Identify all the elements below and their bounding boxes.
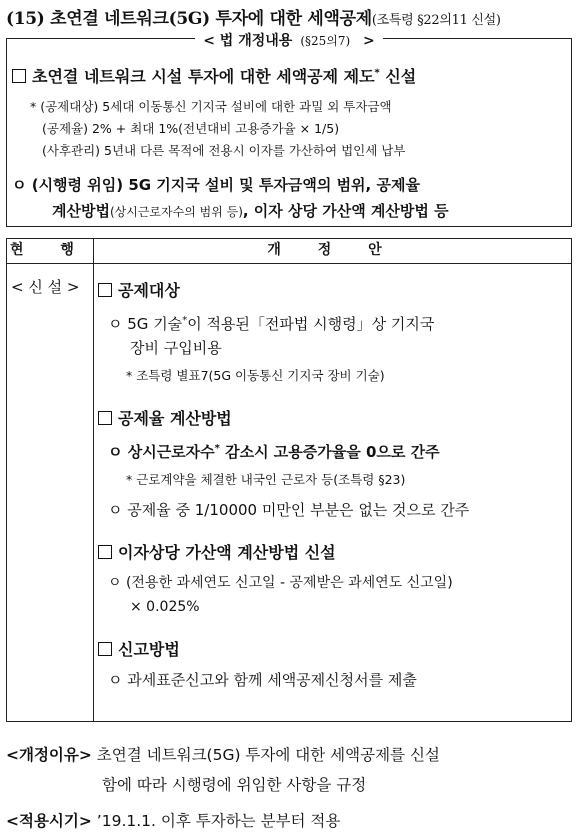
bullet-rest: 이 적용된「전파법 시행령」상 기지국 bbox=[187, 315, 435, 333]
section-heading bbox=[98, 637, 571, 660]
comparison-table bbox=[6, 238, 572, 722]
summary-item1 bbox=[12, 64, 416, 87]
section-heading bbox=[98, 406, 571, 429]
section-heading-text: 신고방법 bbox=[118, 640, 180, 659]
page-title bbox=[6, 4, 501, 29]
summary-item2-line2: 계산방법 bbox=[52, 202, 110, 220]
header-revised: 개 정 안 bbox=[94, 239, 572, 264]
bullet bbox=[108, 437, 571, 464]
checkbox-icon bbox=[98, 642, 112, 656]
title-ref: (조특령 §22의11 신설) bbox=[371, 13, 501, 28]
bullet bbox=[108, 309, 571, 360]
title-main: (15) 초연결 네트워크(5G) 투자에 대한 세액공제 bbox=[6, 9, 372, 29]
bullet-rest: 감소시 고용증가율을 0으로 간주 bbox=[219, 443, 440, 461]
bullet-cont: × 0.025% bbox=[130, 599, 200, 615]
summary-item2-end: , 이자 상당 가산액 계산방법 등 bbox=[242, 202, 449, 220]
effective-label: <적용시기> bbox=[6, 812, 92, 830]
section-heading-text: 이자상당 가산액 계산방법 신설 bbox=[118, 543, 336, 562]
bullet bbox=[108, 571, 571, 619]
summary-note: (공제율) 2% + 최대 1%(전년대비 고용증가율 × 1/5) bbox=[42, 121, 340, 136]
effective-text: ’19.1.1. 이후 투자하는 분부터 적용 bbox=[91, 812, 341, 830]
revised-cell bbox=[94, 264, 572, 722]
summary-item1-end: 신설 bbox=[379, 67, 417, 86]
note: * 조특령 별표7(5G 이동통신 기지국 장비 기술) bbox=[126, 368, 385, 383]
bullet-cont: 장비 구입비용 bbox=[130, 339, 222, 357]
section-heading bbox=[98, 540, 571, 563]
checkbox-icon bbox=[98, 411, 112, 425]
reason-label: <개정이유> bbox=[6, 746, 92, 764]
reason-line2: 함에 따라 시행령에 위임한 사항을 규정 bbox=[102, 776, 367, 794]
summary-header-end: > bbox=[354, 33, 379, 49]
header-current: 현 행 bbox=[7, 239, 94, 264]
summary-header-label: < 법 개정내용 bbox=[199, 33, 296, 49]
bullet: ㅇ 과세표준신고와 함께 세액공제신청서를 제출 bbox=[108, 671, 417, 689]
summary-item2-line1: ㅇ (시행령 위임) 5G 기지국 설비 및 투자금액의 범위, 공제율 bbox=[12, 176, 420, 194]
bullet-text: ㅇ (전용한 과세연도 신고일 - 공제받은 과세연도 신고일) bbox=[108, 575, 453, 591]
summary-note: (사후관리) 5년내 다른 목적에 전용시 이자를 가산하여 법인세 납부 bbox=[42, 143, 406, 158]
footnote-mark: * bbox=[374, 67, 380, 79]
checkbox-icon bbox=[12, 69, 26, 83]
current-cell bbox=[7, 264, 94, 722]
summary-header bbox=[6, 30, 572, 50]
checkbox-icon bbox=[98, 545, 112, 559]
summary-item1-text: 초연결 네트워크 시설 투자에 대한 세액공제 제도 bbox=[32, 67, 375, 86]
footnote-mark: * bbox=[182, 315, 188, 326]
summary-item2 bbox=[12, 172, 449, 225]
footnote-mark: * bbox=[214, 443, 220, 454]
section-heading bbox=[98, 278, 571, 301]
summary-notes bbox=[30, 96, 405, 162]
reason-line1: 초연결 네트워크(5G) 투자에 대한 세액공제를 신설 bbox=[91, 746, 440, 764]
bullet: ㅇ 공제율 중 1/10000 미만인 부분은 없는 것으로 간주 bbox=[108, 501, 470, 519]
bullet-text: ㅇ 5G 기술 bbox=[108, 315, 183, 333]
section-heading-text: 공제율 계산방법 bbox=[118, 409, 232, 428]
summary-item2-small: (상시근로자수의 범위 등) bbox=[109, 205, 243, 219]
checkbox-icon bbox=[98, 283, 112, 297]
note: * 근로계약을 체결한 내국인 근로자 등(조특령 §23) bbox=[126, 472, 406, 487]
reason-block bbox=[6, 740, 440, 836]
current-tag: < 신 설 > bbox=[11, 278, 80, 296]
section-heading-text: 공제대상 bbox=[118, 281, 180, 300]
summary-header-ref: (§25의7) bbox=[296, 34, 354, 48]
summary-note: * (공제대상) 5세대 이동통신 기지국 설비에 대한 과밀 외 투자금액 bbox=[30, 99, 392, 114]
bullet-text: ㅇ 상시근로자수 bbox=[108, 443, 215, 461]
